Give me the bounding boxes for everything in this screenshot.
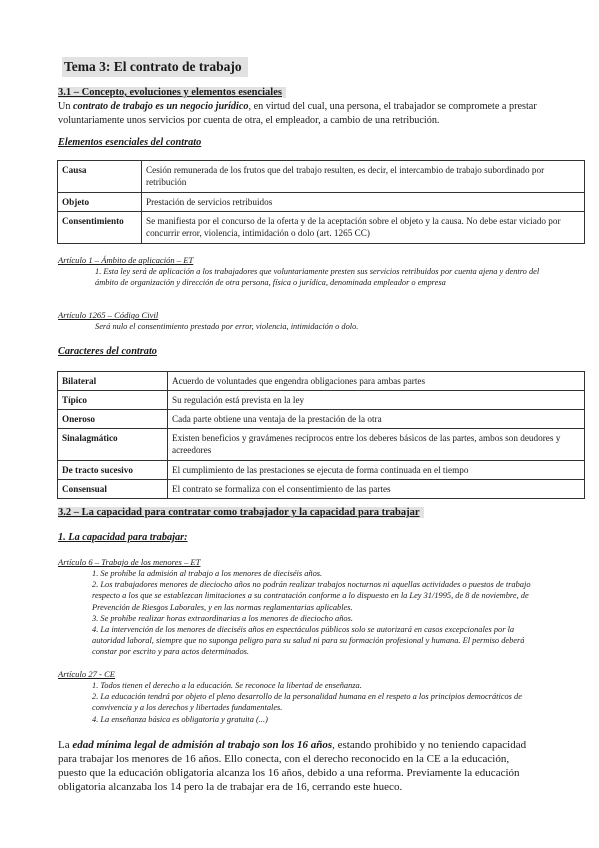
- table-key: Bilateral: [58, 372, 168, 391]
- table-value: El contrato se formaliza con el consentimiento de las partes: [168, 480, 585, 499]
- table-value: Acuerdo de voluntades que engendra obligaciones para ambas partes: [168, 372, 585, 391]
- table-row: [58, 480, 585, 499]
- table-key: Oneroso: [58, 410, 168, 429]
- list-item: 3. Se prohíbe realizar horas extraordinarias a los menores de dieciocho años.: [92, 613, 353, 623]
- table-row: [58, 372, 585, 391]
- list-item: 4. La intervención de los menores de dieciséis años en espectáculos públicos solo se autorizará en casos excepcionales por la autoridad laboral, siempre que no suponga peligro para su salud ni para su formación profesional y humana. El permiso deberá constar por escrito y para actos determinados.: [92, 625, 525, 657]
- elementos-table: [57, 160, 585, 244]
- art6-heading: Artículo 6 – Trabajo de los menores – ET: [58, 557, 201, 567]
- table-key: Consensual: [58, 480, 168, 499]
- capacidad-subheading: 1. La capacidad para trabajar:: [58, 532, 188, 543]
- table-row: [58, 161, 585, 193]
- page-title: Tema 3: El contrato de trabajo: [62, 57, 248, 77]
- table-value: Cesión remunerada de los frutos que del trabajo resulten, es decir, el intercambio de trabajo subordinado por retribución: [142, 161, 585, 193]
- edad-minima-paragraph: La edad mínima legal de admisión al trabajo son los 16 años, estando prohibido y no teniendo capacidad para trabajar los menores de 16 años. Ello conecta, con el derecho reconocido en la CE a la educación, puesto que la educación obligatoria alcanza los 16 años, debido a una reforma. Previamente la educación obligatoria alcanzaba los 14 pero la de trabajar era de 16, cerrando este hueco.: [58, 739, 527, 793]
- list-item: 4. La enseñanza básica es obligatoria y gratuita (...): [92, 714, 268, 724]
- section-3-2-heading: 3.2 – La capacidad para contratar como trabajador y la capacidad para trabajar: [58, 507, 424, 518]
- caracteres-heading: Caracteres del contrato: [58, 346, 157, 357]
- table-value: Cada parte obtiene una ventaja de la prestación de la otra: [168, 410, 585, 429]
- table-value: Se manifiesta por el concurso de la oferta y de la aceptación sobre el objeto y la causa. No debe estar viciado por concurrir error, violencia, intimidación o dolo (art. 1265 CC): [142, 212, 585, 244]
- table-key: Sinalagmático: [58, 429, 168, 461]
- table-value: Existen beneficios y gravámenes recíprocos entre los deberes básicos de las partes, ambos son deudores y acreedores: [168, 429, 585, 461]
- art1-heading: Artículo 1 – Ámbito de aplicación – ET: [58, 255, 194, 265]
- table-key: Consentimiento: [58, 212, 142, 244]
- art1-paragraph: 1. Esta ley será de aplicación a los trabajadores que voluntariamente presten sus servicios retribuidos por cuenta ajena y dentro del ámbito de organización y dirección de otra persona, física o jurídica, denominada empleador o empresa: [95, 267, 540, 288]
- art1265-paragraph: Será nulo el consentimiento prestado por error, violencia, intimidación o dolo.: [95, 322, 359, 331]
- table-row: [58, 410, 585, 429]
- table-key: Causa: [58, 161, 142, 193]
- art1-text: [95, 266, 547, 288]
- table-value: Prestación de servicios retribuidos: [142, 193, 585, 212]
- table-row: [58, 391, 585, 410]
- list-item: 1. Se prohíbe la admisión al trabajo a los menores de dieciséis años.: [92, 569, 323, 578]
- art1265-text: [95, 321, 547, 332]
- art6-text: [92, 568, 537, 658]
- art27-heading: Artículo 27 - CE: [58, 669, 116, 679]
- table-key: De tracto sucesivo: [58, 461, 168, 480]
- table-row: [58, 429, 585, 461]
- table-key: Típico: [58, 391, 168, 410]
- list-item: 2. La educación tendrá por objeto el pleno desarrollo de la personalidad humana en el respeto a los principios democráticos de convivencia y a los derechos y libertades fundamentales.: [92, 692, 522, 713]
- table-value: Su regulación está prevista en la ley: [168, 391, 585, 410]
- art1265-heading: Artículo 1265 – Código Civil: [58, 310, 159, 320]
- table-value: El cumplimiento de las prestaciones se ejecuta de forma continuada en el tiempo: [168, 461, 585, 480]
- table-row: [58, 212, 585, 244]
- elementos-heading: Elementos esenciales del contrato: [58, 137, 202, 148]
- caracteres-table: [57, 371, 585, 499]
- table-key: Objeto: [58, 193, 142, 212]
- list-item: 2. Los trabajadores menores de dieciocho años no podrán realizar trabajos nocturnos ni aquellas actividades o puestos de trabajo respecto a los que se establezcan limitaciones a su contratación conforme a lo dispuesto en la Ley 31/1995, de 8 de noviembre, de Prevención de Riesgos Laborales, y en las normas reglamentarias aplicables.: [92, 580, 531, 612]
- list-item: 1. Todos tienen el derecho a la educación. Se reconoce la libertad de enseñanza.: [92, 681, 362, 690]
- section-3-1-heading: 3.1 – Concepto, evoluciones y elementos esenciales: [58, 87, 286, 98]
- contract-definition: Un contrato de trabajo es un negocio jurídico, en virtud del cual, una persona, el trabajador se compromete a prestar voluntariamente unos servicios por cuenta de otra, el empleador, a cambio de una retribución.: [58, 101, 537, 126]
- art27-text: [92, 680, 537, 725]
- table-row: [58, 193, 585, 212]
- table-row: [58, 461, 585, 480]
